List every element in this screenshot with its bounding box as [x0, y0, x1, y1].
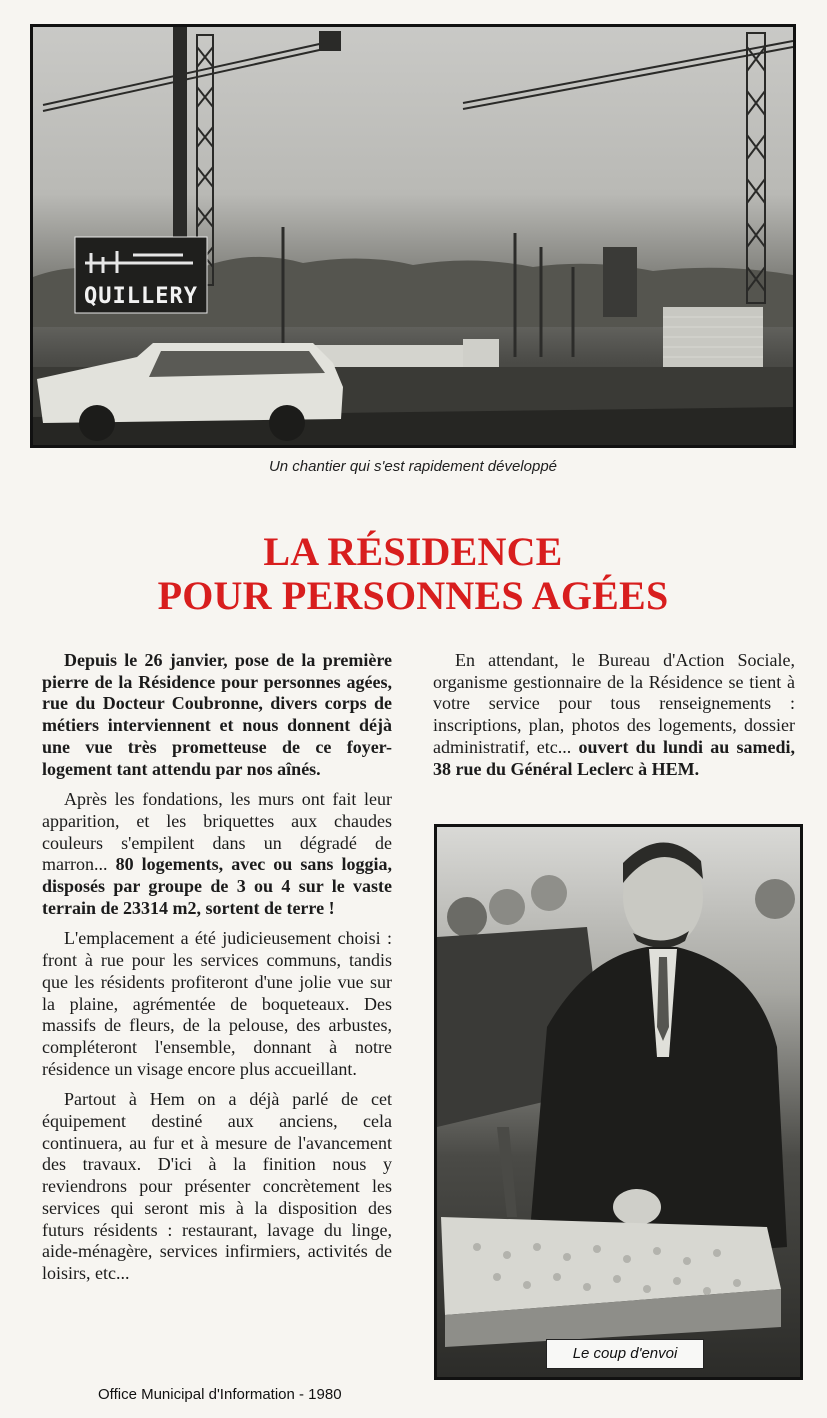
headline-line-1: LA RÉSIDENCE	[263, 529, 563, 574]
ceremony-photo	[434, 824, 803, 1380]
paragraph-location: L'emplacement a été judicieusement choisi : front à rue pour les services communs, tandis que les résidents profiteront d'une jolie vue sur la plaine, agrémentée de boqueteaux. Des massifs de fleurs, de la pelouse, des arbustes, compléteront l'ensemble, donnant à notre résidence un visage encore plus accueillant.	[42, 928, 392, 1079]
article-headline	[30, 530, 796, 618]
paragraph-services: Partout à Hem on a déjà parlé de cet équipement destiné aux anciens, cela continuera, au fur et à mesure de l'avancement des travaux. D'ici à la finition nous y reviendrons pour présenter concrètement les services qui seront mis à la disposition des futurs résidents : restaurant, lavage du linge, aide-ménagère, services infirmiers, activités de loisirs, etc...	[42, 1089, 392, 1283]
paragraph-bureau-text: En attendant, le Bureau d'Action Sociale, organisme gestionnaire de la Résidence se tient à votre service pour tous renseignements : inscriptions, plan, photos des logements, dossier administratif, etc...	[433, 650, 795, 757]
paragraph-foundations-emphasis: 80 logements, avec ou sans loggia, disposés par groupe de 3 ou 4 sur le vaste terrain de 23314 m2, sortent de terre !	[42, 854, 393, 918]
construction-site-illustration	[33, 27, 793, 445]
left-column	[42, 650, 392, 1294]
paragraph-bureau	[433, 650, 795, 780]
ceremony-illustration	[437, 827, 800, 1377]
footer-credit: Office Municipal d'Information - 1980	[98, 1386, 342, 1403]
construction-photo-caption: Un chantier qui s'est rapidement développé	[268, 458, 558, 475]
paragraph-foundations	[42, 789, 392, 919]
headline-line-2: POUR PERSONNES AGÉES	[157, 573, 669, 618]
lead-paragraph: Depuis le 26 janvier, pose de la première pierre de la Résidence pour personnes agées, rue du Docteur Coubronne, divers corps de métiers interviennent et nous donnent déjà une vue très prometteuse de ce foyer-logement tant attendu par nos aînés.	[42, 650, 392, 779]
sign-quillery: QUILLERY	[84, 284, 198, 309]
paragraph-bureau-address: ouvert du lundi au samedi, 38 rue du Général Leclerc à HEM.	[433, 736, 795, 779]
ceremony-photo-caption: Le coup d'envoi	[546, 1339, 704, 1369]
paragraph-foundations-text: Après les fondations, les murs ont fait leur apparition, et les briquettes aux chaudes couleurs s'empilent dans un dégradé de marron...	[42, 789, 392, 875]
right-column	[433, 650, 795, 780]
construction-site-photo	[30, 24, 796, 448]
